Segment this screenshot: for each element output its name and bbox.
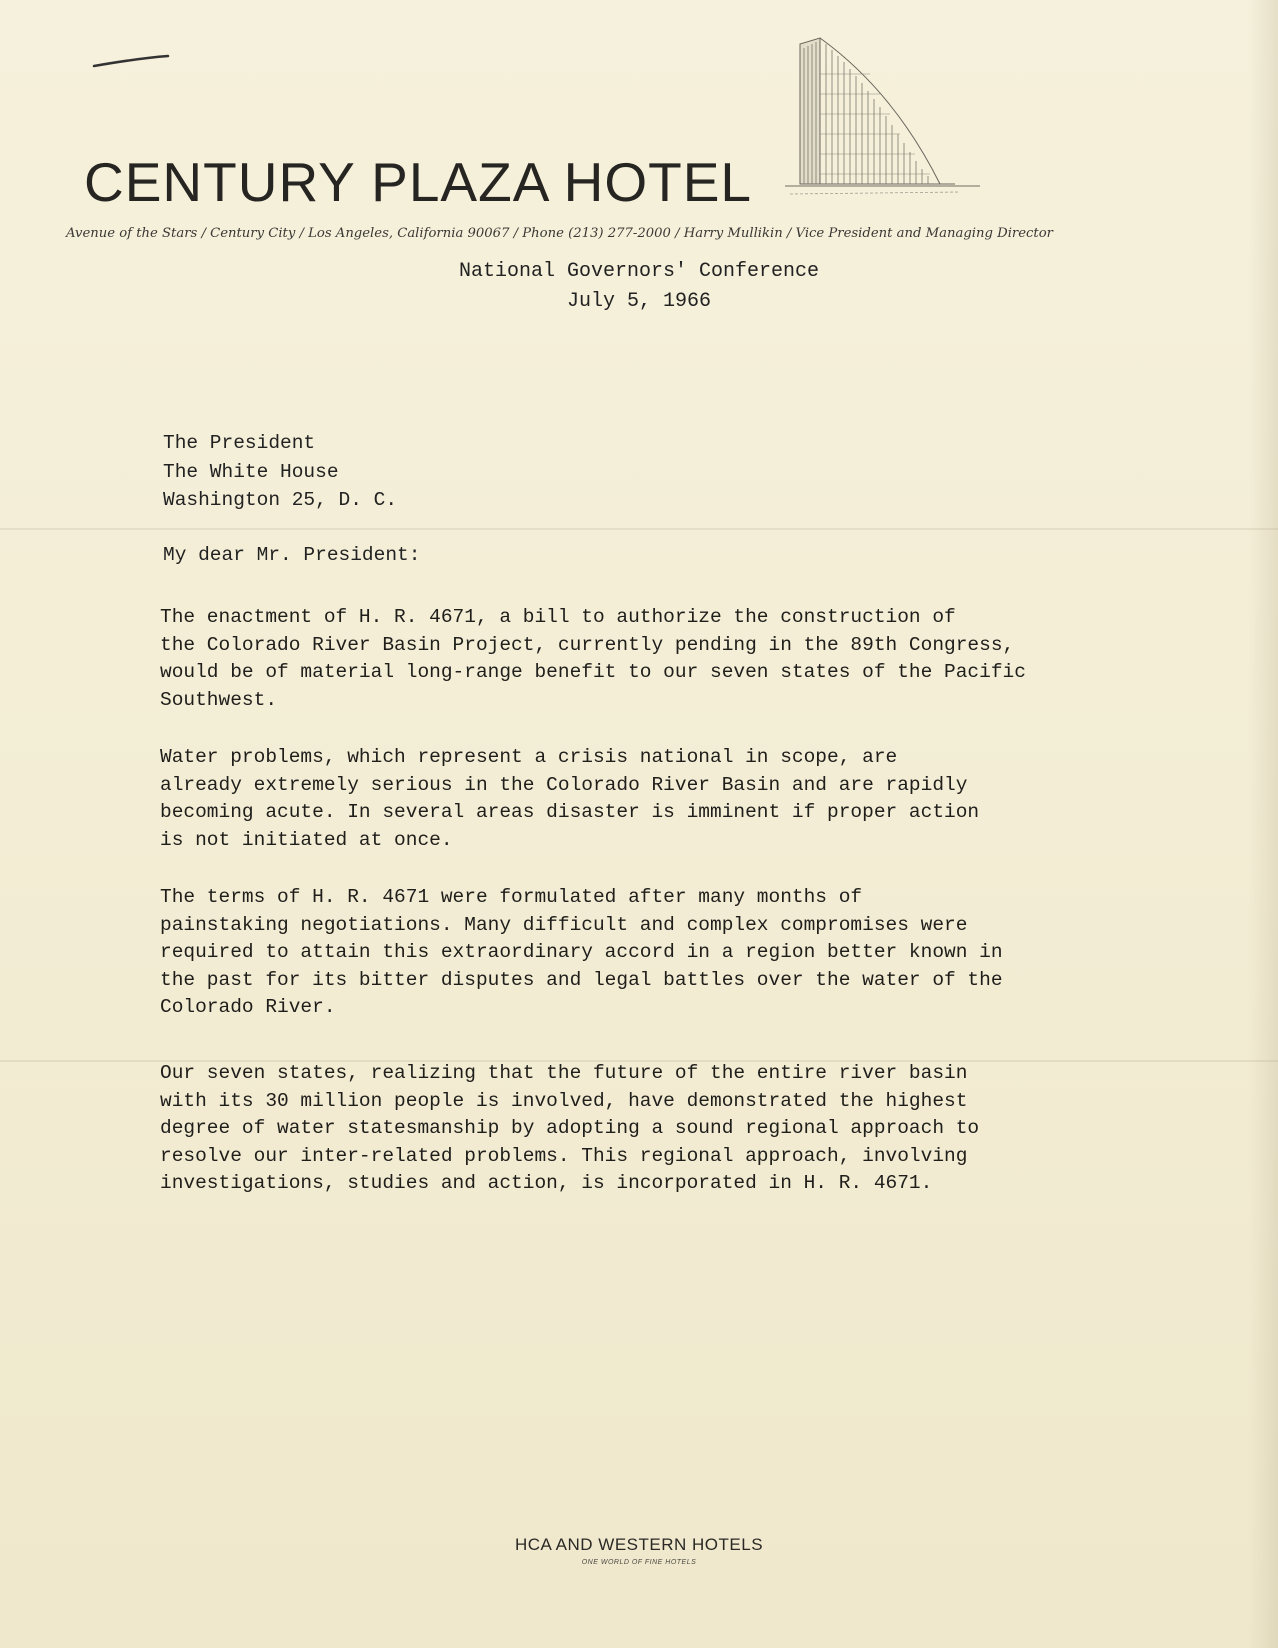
- body-paragraph: Our seven states, realizing that the future of the entire river basin with its 30 million people is involved, have demonstrated the highest degree of water statesmanship by adopting a sound regional approach to resolve our inter-related problems. This regional approach, involving investigations, studies and action, is incorporated in H. R. 4671.: [160, 1062, 980, 1194]
- letterhead-address: Avenue of the Stars / Century City / Los Angeles, California 90067 / Phone (213) 277-2000 / Harry Mullikin / Vice President and Managing Director: [66, 226, 1053, 241]
- footer-tagline: ONE WORLD OF FINE HOTELS: [581, 1559, 697, 1566]
- recipient-line: The President: [163, 432, 316, 454]
- conference-name: National Governors' Conference: [458, 260, 820, 283]
- body-paragraph: The enactment of H. R. 4671, a bill to authorize the construction of the Colorado River Basin Project, currently pending in the 89th Congress, would be of material long-range benefit to our seven states of the Pacific Southwest.: [160, 606, 1026, 711]
- hotel-building-logo: [780, 34, 1000, 210]
- body-paragraph: Water problems, which represent a crisis national in scope, are already extremely serious in the Colorado River Basin and are rapidly becoming acute. In several areas disaster is imminent if proper action is not initiated at once.: [160, 746, 980, 851]
- pen-mark: [92, 54, 172, 74]
- salutation: My dear Mr. President:: [163, 544, 421, 566]
- paper-fold: [0, 528, 1278, 530]
- hotel-name: CENTURY PLAZA HOTEL: [84, 151, 752, 213]
- body-paragraph: The terms of H. R. 4671 were formulated after many months of painstaking negotiations. Many difficult and complex compromises were required to attain this extraordinary accord in a region better known in the past for its bitter disputes and legal battles over the water of the Colorado River.: [160, 886, 1003, 1018]
- footer-brand: HCA AND WESTERN HOTELS: [514, 1535, 764, 1554]
- letter-date: July 5, 1966: [566, 290, 712, 313]
- recipient-line: Washington 25, D. C.: [163, 489, 398, 511]
- paper-edge-shadow: [1248, 0, 1278, 1648]
- recipient-line: The White House: [163, 460, 339, 483]
- recipient-address: [163, 429, 397, 515]
